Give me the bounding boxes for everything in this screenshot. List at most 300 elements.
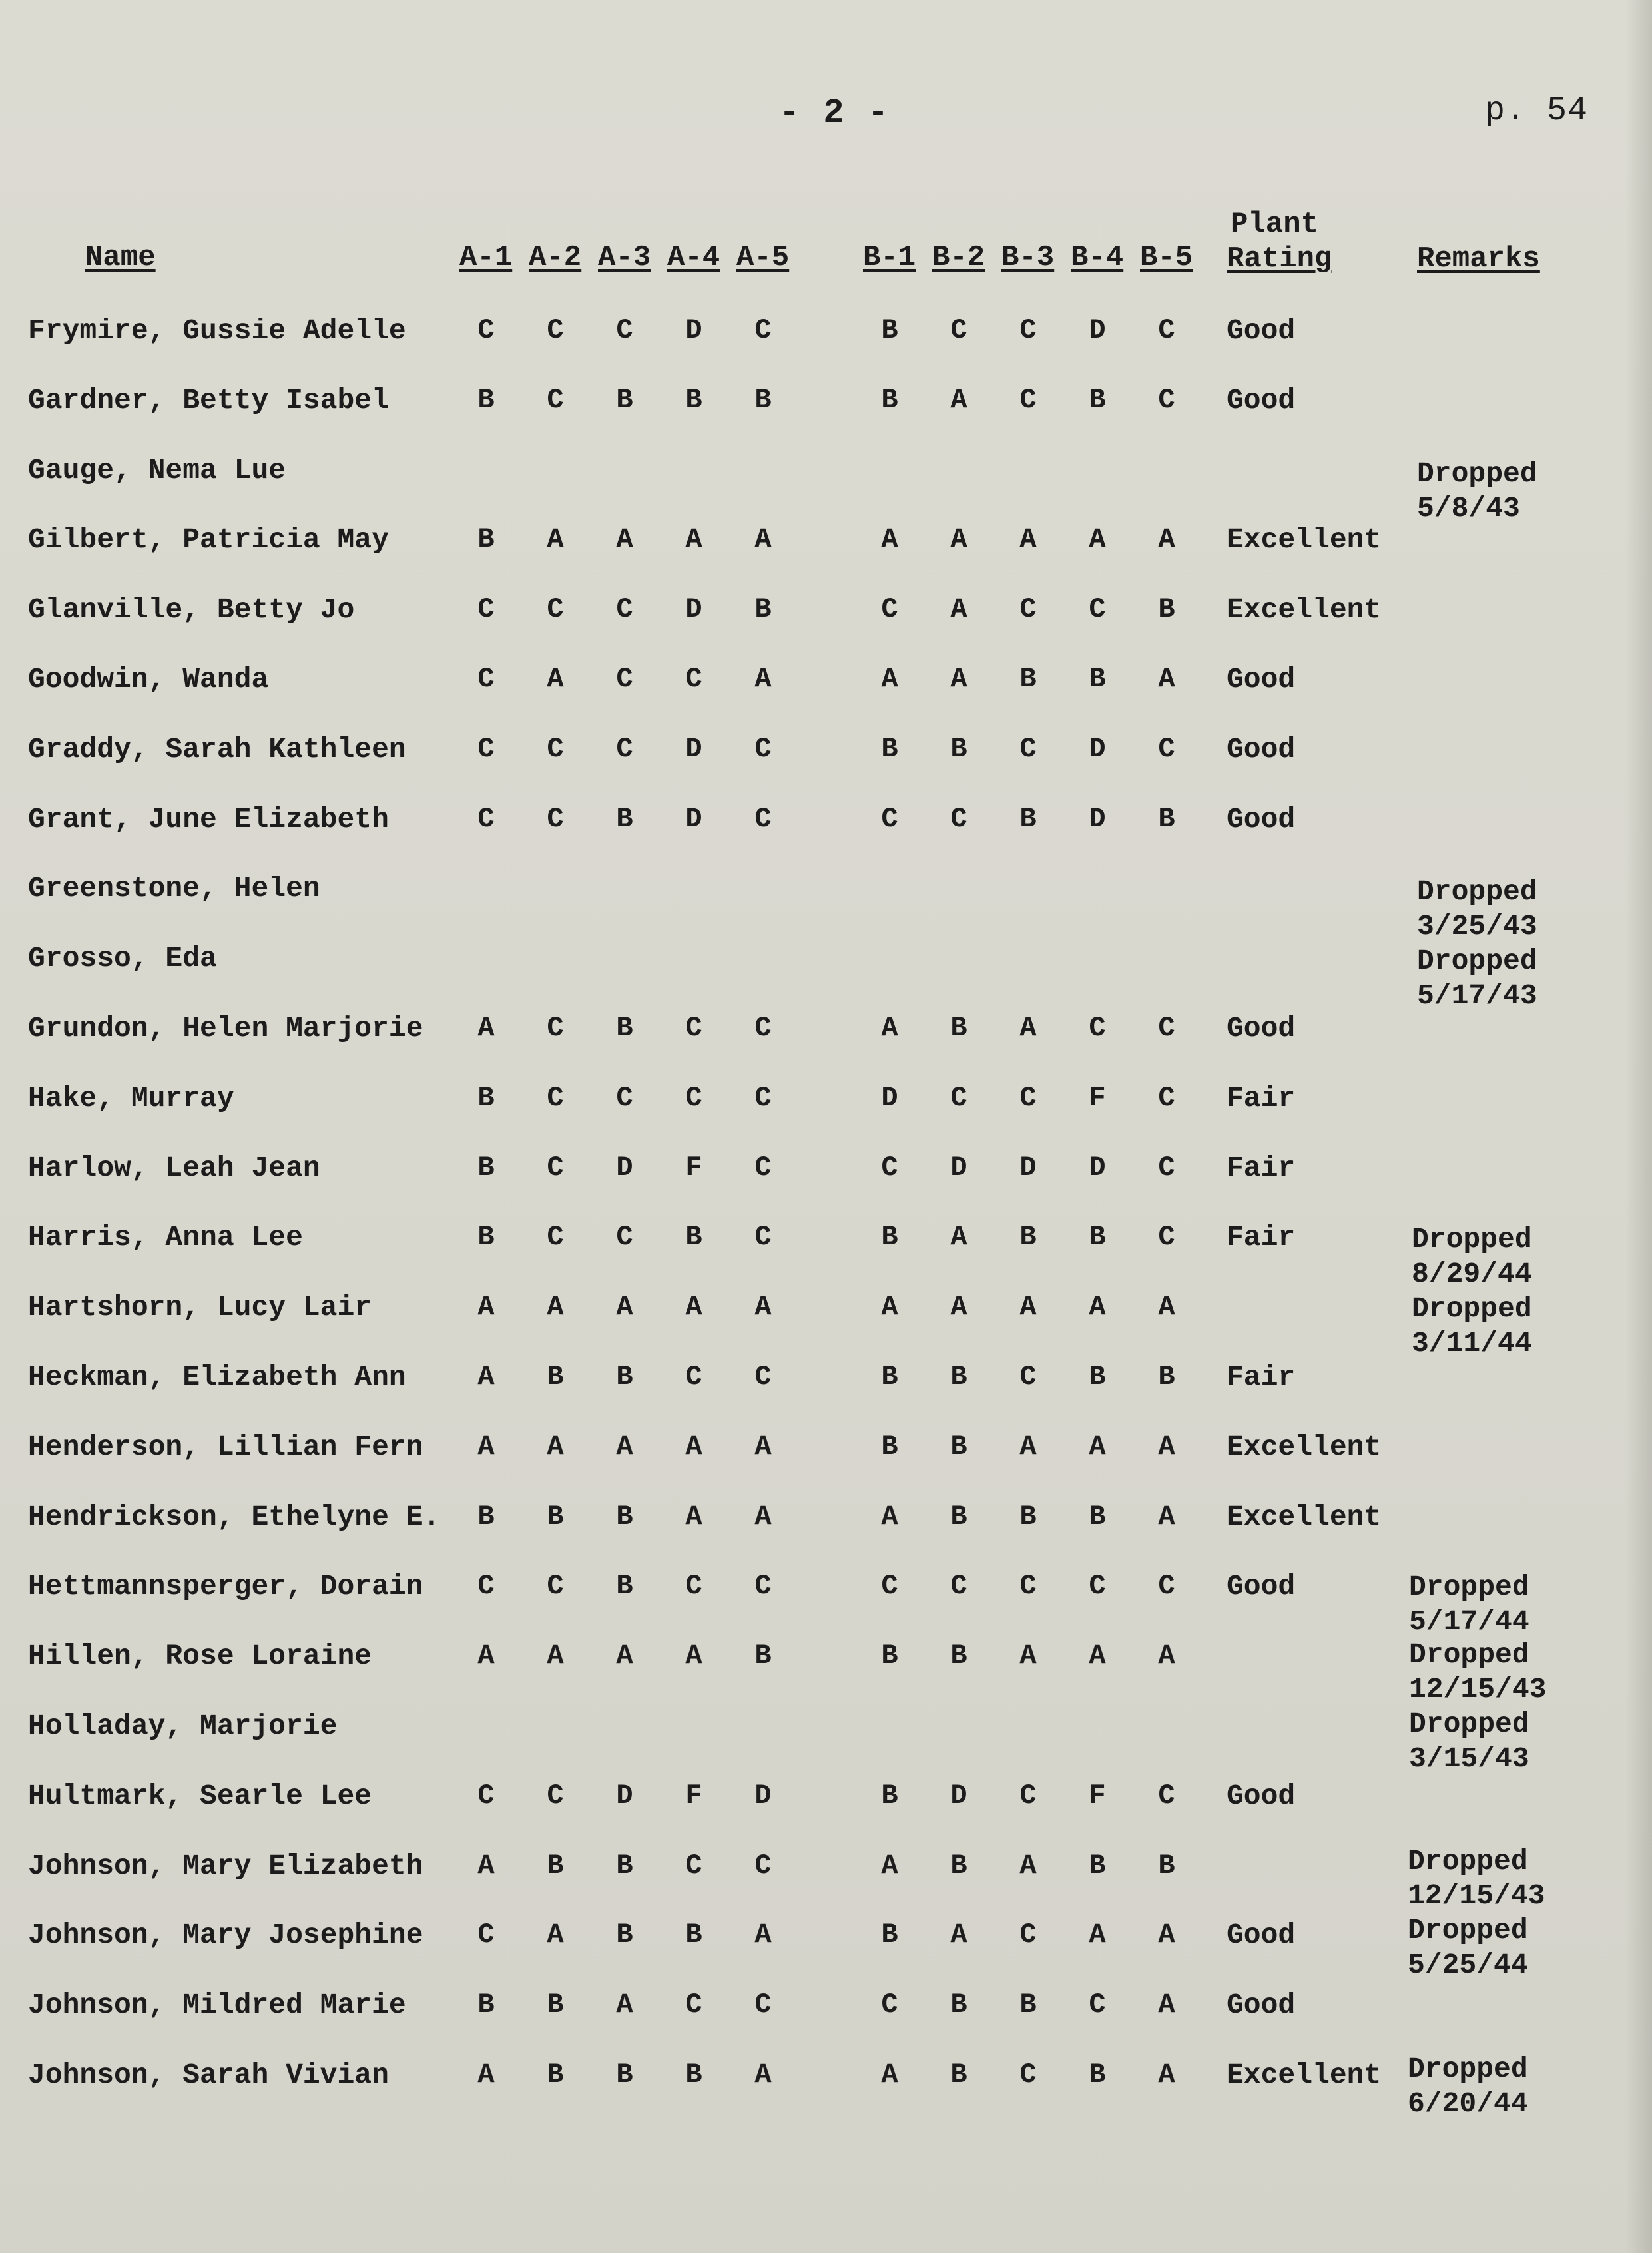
grade-b3: C — [1019, 1082, 1037, 1114]
grade-a2: C — [547, 1570, 564, 1602]
grade-a4: D — [685, 733, 702, 765]
plant-rating: Good — [1227, 1780, 1296, 1812]
grade-b4: A — [1089, 1640, 1106, 1672]
header-rating: Rating — [1227, 242, 1332, 276]
remark — [1409, 1570, 1529, 1639]
remark-status: Dropped — [1417, 876, 1537, 908]
grade-b4: C — [1089, 1989, 1106, 2021]
grade-b4: D — [1089, 803, 1106, 835]
grade-b5: A — [1158, 663, 1175, 695]
student-name: Grant, June Elizabeth — [28, 803, 389, 836]
grade-b4: B — [1089, 1221, 1106, 1253]
grade-a4: B — [685, 2059, 702, 2091]
grade-b2: C — [950, 1082, 967, 1114]
grade-a4: A — [685, 1640, 702, 1672]
grade-a3: A — [616, 523, 633, 555]
grade-a1: A — [477, 1640, 495, 1672]
grade-a4: C — [685, 1570, 702, 1602]
grade-b4: A — [1089, 1291, 1106, 1323]
grade-b2: C — [950, 1570, 967, 1602]
grade-a5: A — [754, 1291, 772, 1323]
grade-a1: B — [477, 384, 495, 416]
grade-a3: B — [616, 384, 633, 416]
grade-b1: B — [881, 384, 898, 416]
remark-status: Dropped — [1409, 1708, 1529, 1740]
grade-b2: A — [950, 384, 967, 416]
grade-b3: A — [1019, 523, 1037, 555]
header-a1: A-1 — [459, 241, 513, 274]
grade-b4: D — [1089, 733, 1106, 765]
grade-b1: B — [881, 1780, 898, 1812]
remark — [1412, 1222, 1532, 1292]
grade-a2: B — [547, 1989, 564, 2021]
plant-rating: Good — [1227, 384, 1296, 417]
grade-b5: B — [1158, 803, 1175, 835]
remark — [1417, 457, 1537, 526]
grade-a5: C — [754, 1082, 772, 1114]
grade-b3: C — [1019, 384, 1037, 416]
grade-b4: D — [1089, 314, 1106, 346]
grade-b4: B — [1089, 663, 1106, 695]
grade-a2: C — [547, 733, 564, 765]
grade-a1: C — [477, 593, 495, 625]
grade-a1: C — [477, 1570, 495, 1602]
grade-a5: C — [754, 1989, 772, 2021]
student-name: Hake, Murray — [28, 1082, 234, 1115]
grade-b3: A — [1019, 1431, 1037, 1463]
grade-b2: A — [950, 1221, 967, 1253]
student-name: Grundon, Helen Marjorie — [28, 1012, 423, 1045]
remark-status: Dropped — [1409, 1638, 1529, 1671]
grade-b4: A — [1089, 1919, 1106, 1951]
grade-a5: A — [754, 663, 772, 695]
student-name: Glanville, Betty Jo — [28, 593, 355, 626]
student-name: Goodwin, Wanda — [28, 663, 269, 696]
grade-b4: B — [1089, 2059, 1106, 2091]
grade-b3: D — [1019, 1152, 1037, 1184]
grade-a5: C — [754, 803, 772, 835]
remark — [1409, 1638, 1546, 1707]
grade-a2: C — [547, 1082, 564, 1114]
grade-b3: C — [1019, 1570, 1037, 1602]
grade-a4: D — [685, 803, 702, 835]
grade-a5: B — [754, 1640, 772, 1672]
grade-a2: B — [547, 1850, 564, 1881]
grade-a3: C — [616, 733, 633, 765]
grade-a4: F — [685, 1780, 702, 1812]
grade-b5: C — [1158, 1152, 1175, 1184]
student-name: Harlow, Leah Jean — [28, 1152, 320, 1184]
student-name: Holladay, Marjorie — [28, 1710, 338, 1742]
grade-a2: C — [547, 384, 564, 416]
plant-rating: Good — [1227, 1570, 1296, 1603]
grade-a1: A — [477, 1361, 495, 1393]
grade-b1: B — [881, 733, 898, 765]
grade-a2: C — [547, 1012, 564, 1044]
student-name: Henderson, Lillian Fern — [28, 1431, 423, 1463]
plant-rating: Excellent — [1227, 2059, 1382, 2091]
remark-date: 12/15/43 — [1408, 1879, 1545, 1912]
grade-b2: C — [950, 803, 967, 835]
remark-status: Dropped — [1412, 1292, 1532, 1325]
grade-b3: C — [1019, 593, 1037, 625]
grade-b2: B — [950, 2059, 967, 2091]
plant-rating: Excellent — [1227, 1431, 1382, 1463]
page-edge-shadow — [1625, 0, 1652, 2253]
grade-b5: A — [1158, 1919, 1175, 1951]
student-name: Hillen, Rose Loraine — [28, 1640, 372, 1672]
grade-a1: A — [477, 1291, 495, 1323]
grade-a4: A — [685, 1501, 702, 1533]
grade-a5: A — [754, 523, 772, 555]
grade-a2: C — [547, 1152, 564, 1184]
remark-date: 3/15/43 — [1409, 1742, 1529, 1775]
header-a5: A-5 — [736, 241, 790, 274]
remark-status: Dropped — [1412, 1223, 1532, 1256]
plant-rating: Fair — [1227, 1361, 1296, 1393]
grade-b2: B — [950, 1012, 967, 1044]
grade-b5: B — [1158, 1850, 1175, 1881]
grade-a1: C — [477, 314, 495, 346]
header-remarks: Remarks — [1417, 242, 1540, 276]
grade-b5: C — [1158, 733, 1175, 765]
remark-date: 8/29/44 — [1412, 1258, 1532, 1290]
student-name: Graddy, Sarah Kathleen — [28, 733, 406, 766]
grade-b5: C — [1158, 1570, 1175, 1602]
grade-b3: C — [1019, 2059, 1037, 2091]
grade-b5: A — [1158, 2059, 1175, 2091]
student-name: Hartshorn, Lucy Lair — [28, 1291, 372, 1324]
grade-b3: B — [1019, 663, 1037, 695]
grade-a4: F — [685, 1152, 702, 1184]
remark-status: Dropped — [1417, 457, 1537, 490]
grade-a1: B — [477, 1082, 495, 1114]
grade-a2: C — [547, 1221, 564, 1253]
grade-a1: B — [477, 1989, 495, 2021]
plant-rating: Good — [1227, 733, 1296, 766]
grade-b1: B — [881, 1221, 898, 1253]
grade-b2: B — [950, 733, 967, 765]
grade-a1: C — [477, 663, 495, 695]
grade-b2: D — [950, 1780, 967, 1812]
grade-b4: C — [1089, 593, 1106, 625]
grade-a3: B — [616, 2059, 633, 2091]
grade-a2: B — [547, 2059, 564, 2091]
grade-a2: A — [547, 1919, 564, 1951]
student-name: Hultmark, Searle Lee — [28, 1780, 372, 1812]
grade-a3: D — [616, 1152, 633, 1184]
grade-a5: A — [754, 1919, 772, 1951]
grade-a1: B — [477, 1221, 495, 1253]
grade-b1: D — [881, 1082, 898, 1114]
remark-date: 5/25/44 — [1408, 1949, 1528, 1981]
plant-rating: Good — [1227, 663, 1296, 696]
grade-a1: A — [477, 1012, 495, 1044]
grade-b1: C — [881, 593, 898, 625]
grade-b5: A — [1158, 1989, 1175, 2021]
grade-b4: F — [1089, 1780, 1106, 1812]
grade-b3: A — [1019, 1640, 1037, 1672]
remark — [1408, 2052, 1528, 2121]
grade-a5: C — [754, 1152, 772, 1184]
grade-a3: A — [616, 1989, 633, 2021]
header-name: Name — [85, 241, 156, 274]
grade-b2: A — [950, 663, 967, 695]
remark-status: Dropped — [1417, 945, 1537, 977]
grade-b4: B — [1089, 384, 1106, 416]
grade-b2: A — [950, 1919, 967, 1951]
grade-b1: B — [881, 1361, 898, 1393]
grade-b2: A — [950, 1291, 967, 1323]
grade-a4: D — [685, 593, 702, 625]
page-number: - 2 - — [779, 93, 890, 132]
student-name: Johnson, Mildred Marie — [28, 1989, 406, 2021]
grade-a3: B — [616, 1919, 633, 1951]
grade-a4: A — [685, 1431, 702, 1463]
header-b2: B-2 — [932, 241, 985, 274]
student-name: Harris, Anna Lee — [28, 1221, 303, 1254]
grade-b3: B — [1019, 1501, 1037, 1533]
grade-b1: B — [881, 1431, 898, 1463]
student-name: Gilbert, Patricia May — [28, 523, 389, 556]
grade-a1: B — [477, 523, 495, 555]
grade-b3: C — [1019, 1361, 1037, 1393]
grade-a4: C — [685, 1989, 702, 2021]
grade-b3: C — [1019, 733, 1037, 765]
remark-date: 12/15/43 — [1409, 1673, 1547, 1706]
grade-a3: B — [616, 1570, 633, 1602]
remark-status: Dropped — [1408, 1914, 1528, 1947]
grade-b4: B — [1089, 1850, 1106, 1881]
grade-b3: C — [1019, 1780, 1037, 1812]
remark-date: 6/20/44 — [1408, 2087, 1528, 2120]
grade-b1: A — [881, 663, 898, 695]
grade-b1: A — [881, 1501, 898, 1533]
grade-b2: B — [950, 1361, 967, 1393]
grade-a1: A — [477, 2059, 495, 2091]
grade-a1: A — [477, 1431, 495, 1463]
grade-b4: D — [1089, 1152, 1106, 1184]
grade-b2: C — [950, 314, 967, 346]
remark-status: Dropped — [1409, 1571, 1529, 1603]
grade-a3: A — [616, 1431, 633, 1463]
grade-a4: C — [685, 1361, 702, 1393]
grade-a4: B — [685, 1221, 702, 1253]
grade-a5: C — [754, 1850, 772, 1881]
grade-a4: A — [685, 523, 702, 555]
plant-rating: Good — [1227, 803, 1296, 836]
plant-rating: Excellent — [1227, 1501, 1382, 1533]
header-b5: B-5 — [1140, 241, 1193, 274]
plant-rating: Excellent — [1227, 523, 1382, 556]
grade-a2: B — [547, 1501, 564, 1533]
grade-b5: A — [1158, 1640, 1175, 1672]
grade-a3: C — [616, 663, 633, 695]
grade-b5: A — [1158, 1431, 1175, 1463]
grade-a5: C — [754, 314, 772, 346]
grade-b1: B — [881, 314, 898, 346]
grade-a1: C — [477, 1780, 495, 1812]
grade-b1: A — [881, 1012, 898, 1044]
student-name: Gauge, Nema Lue — [28, 454, 286, 487]
grade-b4: A — [1089, 1431, 1106, 1463]
grade-b5: A — [1158, 523, 1175, 555]
grade-b3: C — [1019, 314, 1037, 346]
grade-a3: B — [616, 1012, 633, 1044]
grade-b3: C — [1019, 1919, 1037, 1951]
grade-a2: C — [547, 1780, 564, 1812]
grade-b5: C — [1158, 1012, 1175, 1044]
grade-b1: C — [881, 1152, 898, 1184]
grade-a5: A — [754, 1431, 772, 1463]
grade-a3: B — [616, 1361, 633, 1393]
grade-b5: A — [1158, 1501, 1175, 1533]
grade-a3: D — [616, 1780, 633, 1812]
student-name: Greenstone, Helen — [28, 872, 320, 905]
grade-a2: C — [547, 803, 564, 835]
student-name: Frymire, Gussie Adelle — [28, 314, 406, 347]
plant-rating: Good — [1227, 314, 1296, 347]
grade-a1: B — [477, 1501, 495, 1533]
grade-a5: C — [754, 1361, 772, 1393]
grade-b2: B — [950, 1850, 967, 1881]
remark-date: 3/25/43 — [1417, 910, 1537, 943]
grade-b3: A — [1019, 1850, 1037, 1881]
grade-b5: C — [1158, 1082, 1175, 1114]
student-name: Heckman, Elizabeth Ann — [28, 1361, 406, 1393]
grade-b2: B — [950, 1640, 967, 1672]
student-name: Johnson, Mary Josephine — [28, 1919, 423, 1951]
grade-a5: B — [754, 593, 772, 625]
grade-b1: C — [881, 803, 898, 835]
header-a3: A-3 — [598, 241, 651, 274]
student-name: Johnson, Sarah Vivian — [28, 2059, 389, 2091]
grade-b5: B — [1158, 593, 1175, 625]
grade-b2: B — [950, 1501, 967, 1533]
grade-b1: A — [881, 523, 898, 555]
grade-a5: C — [754, 1570, 772, 1602]
plant-rating: Fair — [1227, 1221, 1296, 1254]
grade-b4: C — [1089, 1570, 1106, 1602]
grade-a3: C — [616, 1221, 633, 1253]
remark — [1409, 1707, 1529, 1776]
remark — [1408, 1844, 1545, 1913]
grade-a2: A — [547, 1640, 564, 1672]
grade-a5: C — [754, 1221, 772, 1253]
grade-b2: B — [950, 1989, 967, 2021]
plant-rating: Good — [1227, 1919, 1296, 1951]
grade-b3: B — [1019, 1989, 1037, 2021]
grade-a3: A — [616, 1640, 633, 1672]
grade-a4: B — [685, 384, 702, 416]
grade-a3: B — [616, 1850, 633, 1881]
remark-date: 3/11/44 — [1412, 1327, 1532, 1360]
grade-b2: A — [950, 593, 967, 625]
grade-a5: C — [754, 1012, 772, 1044]
remark-status: Dropped — [1408, 1845, 1528, 1878]
grade-b3: B — [1019, 1221, 1037, 1253]
grade-a1: C — [477, 1919, 495, 1951]
grade-a1: C — [477, 803, 495, 835]
remark-date: 5/8/43 — [1417, 492, 1520, 525]
page-reference: p. 54 — [1485, 92, 1589, 130]
grade-b4: A — [1089, 523, 1106, 555]
plant-rating: Good — [1227, 1989, 1296, 2021]
grade-a3: C — [616, 1082, 633, 1114]
grade-a5: A — [754, 1501, 772, 1533]
plant-rating: Fair — [1227, 1152, 1296, 1184]
grade-a2: B — [547, 1361, 564, 1393]
remark — [1412, 1292, 1532, 1361]
header-a4: A-4 — [667, 241, 720, 274]
grade-a3: C — [616, 593, 633, 625]
remark-date: 5/17/44 — [1409, 1605, 1529, 1638]
remark — [1408, 1913, 1528, 1983]
grade-a5: B — [754, 384, 772, 416]
header-b3: B-3 — [1001, 241, 1055, 274]
grade-a3: C — [616, 314, 633, 346]
grade-a3: B — [616, 1501, 633, 1533]
grade-a4: A — [685, 1291, 702, 1323]
plant-rating: Excellent — [1227, 593, 1382, 626]
grade-a4: C — [685, 1850, 702, 1881]
grade-b2: D — [950, 1152, 967, 1184]
header-a2: A-2 — [529, 241, 582, 274]
grade-b5: C — [1158, 384, 1175, 416]
grade-a5: A — [754, 2059, 772, 2091]
student-name: Hendrickson, Ethelyne E. — [28, 1501, 441, 1533]
grade-a1: A — [477, 1850, 495, 1881]
grade-a5: D — [754, 1780, 772, 1812]
grade-b4: B — [1089, 1361, 1106, 1393]
grade-b5: B — [1158, 1361, 1175, 1393]
grade-b5: C — [1158, 1780, 1175, 1812]
grade-a2: A — [547, 663, 564, 695]
student-name: Grosso, Eda — [28, 942, 217, 975]
grade-a2: C — [547, 593, 564, 625]
student-name: Hettmannsperger, Dorain — [28, 1570, 423, 1603]
plant-rating: Fair — [1227, 1082, 1296, 1115]
grade-b1: C — [881, 1570, 898, 1602]
grade-b2: A — [950, 523, 967, 555]
grade-a3: B — [616, 803, 633, 835]
plant-rating: Good — [1227, 1012, 1296, 1045]
grade-a4: C — [685, 663, 702, 695]
remark-status: Dropped — [1408, 2053, 1528, 2085]
grade-a2: C — [547, 314, 564, 346]
grade-b2: B — [950, 1431, 967, 1463]
grade-b3: A — [1019, 1291, 1037, 1323]
grade-b1: B — [881, 1919, 898, 1951]
grade-a4: C — [685, 1082, 702, 1114]
grade-b1: C — [881, 1989, 898, 2021]
grade-b5: C — [1158, 314, 1175, 346]
header-plant: Plant — [1231, 208, 1319, 241]
header-b4: B-4 — [1071, 241, 1124, 274]
grade-b1: A — [881, 2059, 898, 2091]
header-b1: B-1 — [863, 241, 916, 274]
grade-a4: D — [685, 314, 702, 346]
grade-b3: A — [1019, 1012, 1037, 1044]
student-name: Gardner, Betty Isabel — [28, 384, 389, 417]
grade-b1: A — [881, 1850, 898, 1881]
grade-a3: A — [616, 1291, 633, 1323]
grade-b4: C — [1089, 1012, 1106, 1044]
grade-a2: A — [547, 1431, 564, 1463]
grade-b4: B — [1089, 1501, 1106, 1533]
grade-a1: C — [477, 733, 495, 765]
remark — [1417, 875, 1537, 944]
